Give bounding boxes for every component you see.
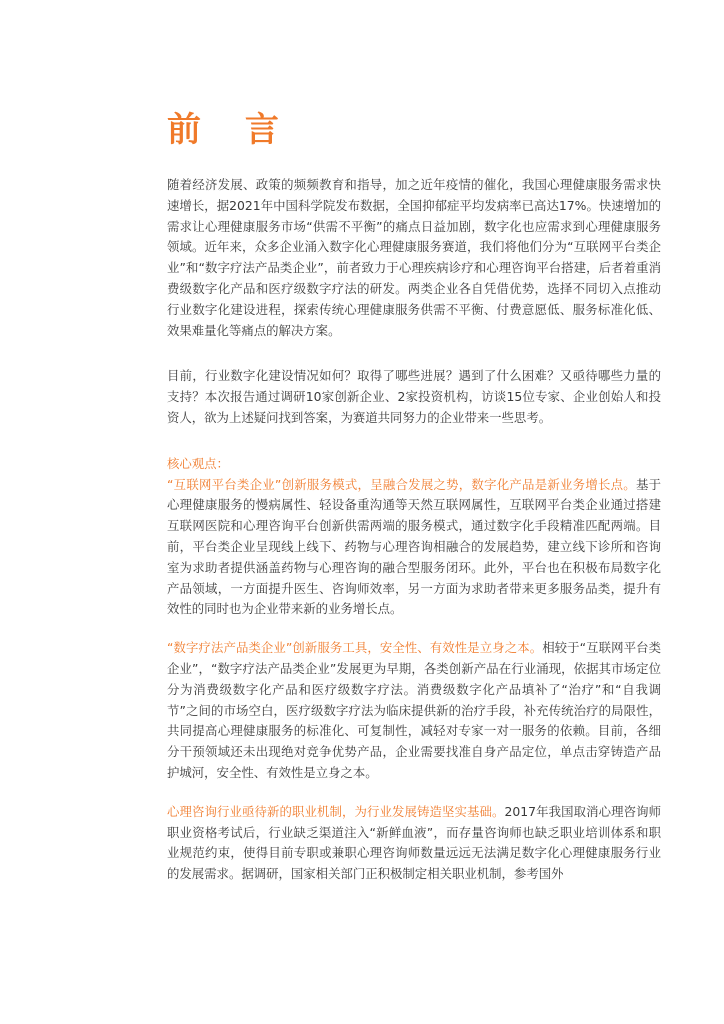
- core-point-3: [167, 802, 661, 885]
- page-title: 前 言: [167, 110, 295, 150]
- intro-paragraph-2: 目前，行业数字化建设情况如何？取得了哪些进展？遇到了什么困难？又亟待哪些力量的支持？本次报告通过调研10家创新企业、2家投资机构，访谈15位专家、企业创始人和投资人，欲为上述疑问找到答案，为赛道共同努力的企业带来一些思考。: [167, 368, 661, 425]
- core-points-heading: 核心观点：: [167, 455, 229, 471]
- core-point-2-body: 相较于“互联网平台类企业”，“数字疗法产品类企业”发展更为早期，各类创新产品在行业涌现，依据其市场定位分为消费级数字化产品和医疗级数字疗法。消费级数字化产品填补了“治疗”和“自我调节”之间的市场空白，医疗级数字疗法为临床提供新的治疗手段，补充传统治疗的局限性，共同提高心理健康服务的标准化、可复制性，减轻对专家一对一服务的依赖。目前，各细分干预领域还未出现绝对竞争优势产品，企业需要找准自身产品定位，单点击穿铸造产品护城河，安全性、有效性是立身之本。: [167, 640, 661, 780]
- core-point-2: [167, 638, 661, 784]
- core-point-1-body: 基于心理健康服务的慢病属性、轻设备重沟通等天然互联网属性，互联网平台类企业通过搭建互联网医院和心理咨询平台创新供需两端的服务模式，通过数字化手段精准匹配两端。目前，平台类企业呈现线上线下、药物与心理咨询相融合的发展趋势，建立线下诊所和咨询室为求助者提供涵盖药物与心理咨询的融合型服务闭环。此外，平台也在积极布局数字化产品领域，一方面提升医生、咨询师效率，另一方面为求助者带来更多服务品类，提升有效性的同时也为企业带来新的业务增长点。: [167, 476, 661, 617]
- content-body: [167, 175, 661, 903]
- core-point-1-highlight: “互联网平台类企业”创新服务模式，呈融合发展之势，数字化产品是新业务增长点。: [167, 476, 636, 492]
- core-point-2-highlight: “数字疗法产品类企业”创新服务工具，安全性、有效性是立身之本。: [167, 640, 543, 656]
- core-point-1: [167, 475, 661, 621]
- intro-paragraph-1: 随着经济发展、政策的频频教育和指导，加之近年疫情的催化，我国心理健康服务需求快速增长，据2021年中国科学院发布数据，全国抑郁症平均发病率已高达17%。快速增加的需求让心理健康服务市场“供需不平衡”的痛点日益加剧，数字化也应需求到心理健康服务领域。近年来，众多企业涌入数字化心理健康服务赛道，我们将他们分为“互联网平台类企业”和“数字疗法产品类企业”，前者致力于心理疾病诊疗和心理咨询平台搭建，后者着重消费级数字化产品和医疗级数字疗法的研发。两类企业各自凭借优势，选择不同切入点推动行业数字化建设进程，探索传统心理健康服务供需不平衡、付费意愿低、服务标准化低、效果难量化等痛点的解决方案。: [167, 177, 661, 338]
- core-point-3-body: 2017年我国取消心理咨询师职业资格考试后，行业缺乏渠道注入“新鲜血液”，而存量咨询师也缺乏职业培训体系和职业规范约束，使得目前专职或兼职心理咨询师数量远远无法满足数字化心理健康服务行业的发展需求。据调研，国家相关部门正积极制定相关职业机制，参考国外: [167, 803, 661, 882]
- core-point-3-highlight: 心理咨询行业亟待新的职业机制，为行业发展铸造坚实基础。: [167, 803, 505, 819]
